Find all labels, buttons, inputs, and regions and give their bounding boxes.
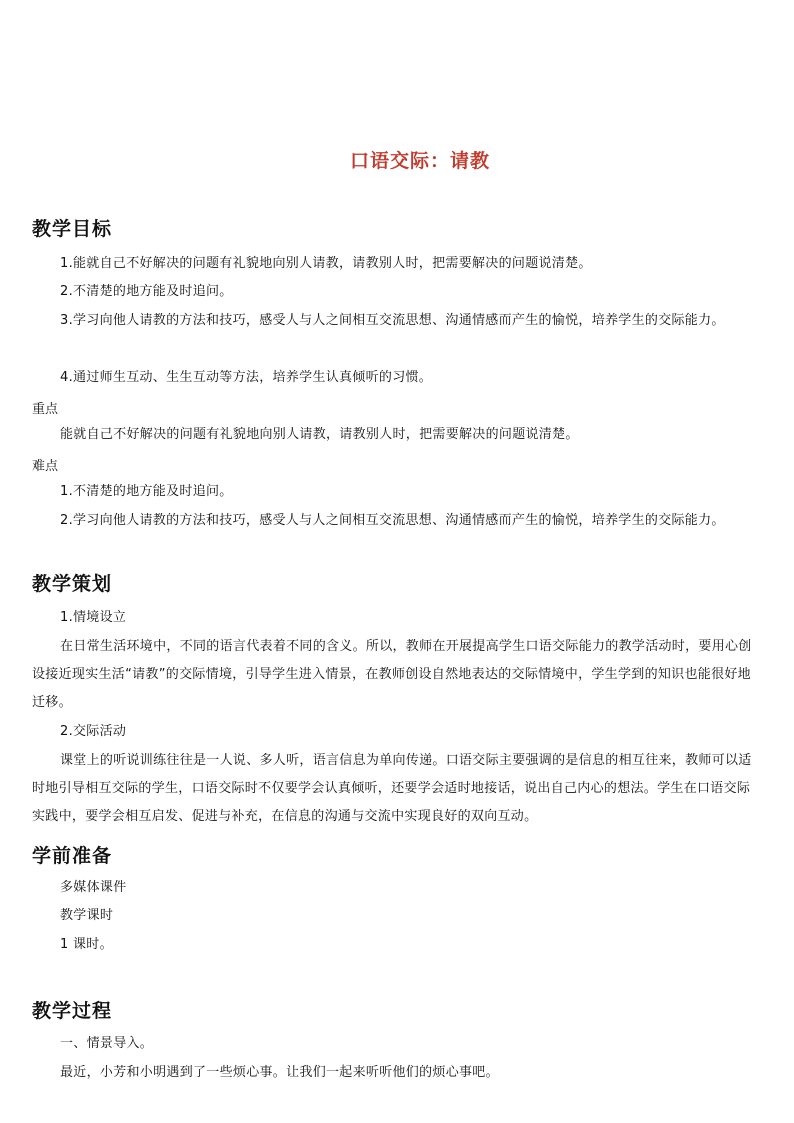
heading-strategy: 教学策划 [32,573,113,595]
strategy-sub-2: 2.交际活动 [60,724,127,739]
heading-objectives: 教学目标 [32,218,113,240]
preparation-line-2: 教学课时 [60,908,114,923]
preparation-line-1: 多媒体课件 [60,880,127,895]
objective-item-3: 3.学习向他人请教的方法和技巧，感受人与人之间相互交流思想、沟通情感而产生的愉悦，培养学生的交际能力。 [60,313,725,328]
difficulty-item-1: 1.不清楚的地方能及时追问。 [60,484,233,499]
difficulty-label: 难点 [32,459,59,474]
key-point-text: 能就自己不好解决的问题有礼貌地向别人请教，请教别人时，把需要解决的问题说清楚。 [60,427,579,442]
process-line-1: 一、情景导入。 [60,1036,154,1051]
key-point-label: 重点 [32,402,59,417]
strategy-paragraph-1: 在日常生活环境中，不同的语言代表着不同的含义。所以，教师在开展提高学生口语交际能力的教学活动时，要用心创设接近现实生活“请教”的交际情境，引导学生进入情景，在教师创设自然地表达的交际情境中，学生学到的知识也能很好地迁移。 [32,639,752,710]
process-line-2: 最近，小芳和小明遇到了一些烦心事。让我们一起来听听他们的烦心事吧。 [60,1065,499,1080]
strategy-sub-1: 1.情境设立 [60,610,127,625]
heading-preparation: 学前准备 [32,845,113,867]
strategy-paragraph-2: 课堂上的听说训练往往是一人说、多人听，语言信息为单向传递。口语交际主要强调的是信息的相互往来，教师可以适时地引导相互交际的学生，口语交际时不仅要学会认真倾听，还要学会适时地接话，说出自己内心的想法。学生在口语交际实践中，要学会相互启发、促进与补充，在信息的沟通与交流中实现良好的双向互动。 [32,753,752,824]
objective-item-2: 2.不清楚的地方能及时追问。 [60,284,233,299]
objective-item-4: 4.通过师生互动、生生互动等方法，培养学生认真倾听的习惯。 [60,370,433,385]
preparation-line-3: 1 课时。 [60,937,113,952]
difficulty-item-2: 2.学习向他人请教的方法和技巧，感受人与人之间相互交流思想、沟通情感而产生的愉悦，培养学生的交际能力。 [60,513,725,528]
objective-item-1: 1.能就自己不好解决的问题有礼貌地向别人请教，请教别人时，把需要解决的问题说清楚。 [60,256,592,271]
document-title: 口语交际：请教 [349,150,490,172]
heading-process: 教学过程 [32,1000,113,1022]
